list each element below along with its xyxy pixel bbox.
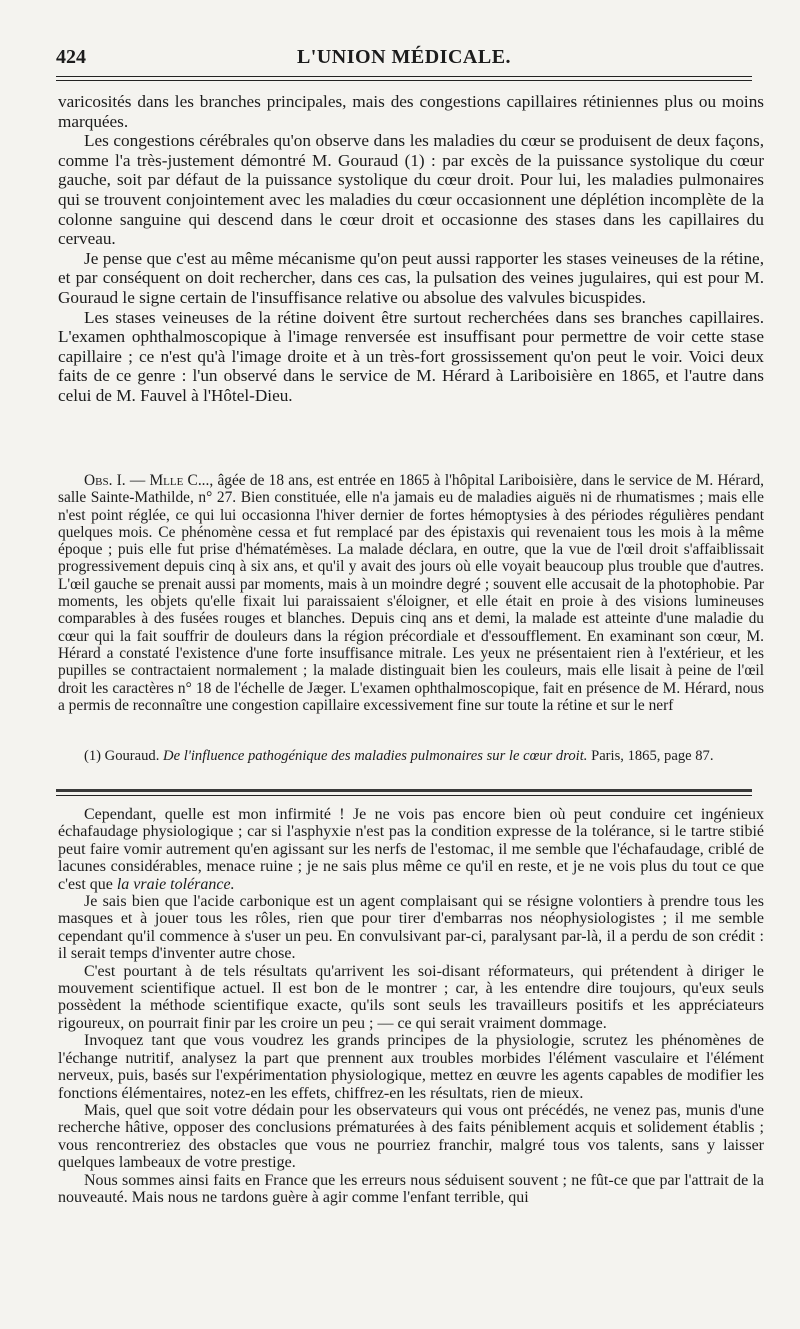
header-rule-thin [56, 80, 752, 81]
feuilleton-rule-thin [56, 795, 752, 796]
paragraph: Nous sommes ainsi faits en France que les erreurs nous séduisent souvent ; ne fût-ce que par l'attrait de la nouveauté. Mais nous ne tardons guère à agir comme l'enfant terrible, qui [58, 1171, 764, 1206]
page-number: 424 [56, 46, 86, 68]
footnote-paragraph [58, 748, 764, 765]
observation-label: Obs. I. — Mlle C..., [84, 472, 214, 489]
paragraph: Les congestions cérébrales qu'on observe dans les maladies du cœur se produisent de deux façons, comme l'a très-justement démontré M. Gouraud (1) : par excès de la puissance systolique du cœur gauche, soit par défaut de la puissance systolique du cœur droit. Pour lui, les maladies pulmonaires qui se trouvent conjointement avec les maladies du cœur occasionnent une déplétion incomplète de la colonne sanguine qui descend dans le cœur droit et occasionne des stases dans les capillaires du cerveau. [58, 131, 764, 249]
footnote-title: De l'influence pathogénique des maladies pulmonaires sur le cœur droit. [163, 748, 588, 764]
observation-paragraph [58, 472, 764, 714]
paragraph: C'est pourtant à de tels résultats qu'arrivent les soi-disant réformateurs, qui prétendent à diriger le mouvement scientifique actuel. Il est bon de le montrer ; car, à les entendre dire toujours, qu'eux seuls possèdent la méthode scientifique exacte, qu'ils sont seuls les travailleurs positifs et les appréciateurs rigoureux, on pourrait finir par les croire un peu ; — ce qui serait vraiment dommage. [58, 962, 764, 1032]
article-upper-text [58, 92, 764, 406]
paragraph: Invoquez tant que vous voudrez les grands principes de la physiologie, scrutez les phénomènes de l'échange nutritif, analysez la part que prennent aux troubles morbides l'élément vasculaire et l'élément nerveux, puis, basés sur l'expérimentation physiologique, mettez en œuvre les agents capables de modifier les fonctions élémentaires, notez-en les effets, chiffrez-en les résultats, rien de mieux. [58, 1032, 764, 1102]
paragraph [58, 806, 764, 893]
paragraph: Je pense que c'est au même mécanisme qu'on peut aussi rapporter les stases veineuses de la rétine, et par conséquent on doit rechercher, dans ces cas, la pulsation des veines jugulaires, qui est pour M. Gouraud le signe certain de l'insuffisance relative ou absolue des valvules bicuspides. [58, 248, 764, 307]
paragraph-text: Cependant, quelle est mon infirmité ! Je ne vois pas encore bien où peut conduire cet ingénieux échafaudage physiologique ; car si l'asphyxie n'est pas la condition expresse de la tolérance, si le tartre stibié peut faire vomir autrement qu'en agissant sur les nerfs de l'estomac, il me semble que l'échafaudage, criblé de lacunes considérables, menace ruine ; je ne sais plus même ce qu'il en reste, et je ne vois plus du tout ce que c'est que [58, 806, 764, 893]
emphasis-text: la vraie tolérance. [116, 875, 235, 893]
feuilleton-text [58, 806, 764, 1206]
paragraph: Je sais bien que l'acide carbonique est un agent complaisant qui se résigne volontiers à prendre tous les masques et à jouer tous les rôles, rien que pour tirer d'embarras nos néophysiologistes ; il me semble cependant qu'il commence à s'user un peu. En convulsivant par-ci, paralysant par-là, il a perdu de son crédit : il serait temps d'inventer autre chose. [58, 893, 764, 963]
footnote-prefix: (1) Gouraud. [84, 748, 164, 764]
observation-text: âgée de 18 ans, est entrée en 1865 à l'hôpital Lariboisière, dans le service de M. Hérard, salle Sainte-Mathilde, n° 27. Bien constituée, elle n'a jamais eu de maladies aiguës ni de rhumatismes ; mais elle n'est point réglée, ce qui lui occasionna l'hiver dernier de fortes hémoptysies à des périodes régulières pendant quelques mois. Ce phénomène cessa et fut remplacé par des épistaxis qui revenaient tous les mois à la même époque ; puis elle fut prise d'hématémèses. La malade déclara, en outre, que la vue de l'œil droit s'affaiblissait progressivement depuis cinq à six ans, et qu'il y avait des jours où elle voyait beaucoup plus trouble que d'autres. L'œil gauche se prenait aussi par moments, mais à un moindre degré ; souvent elle accusait de la photophobie. Par moments, les objets qu'elle fixait lui paraissaient s'éloigner, et elle était en proie à des visions lumineuses comparables à des fusées rouges et blanches. Depuis cinq ans et demi, la malade est atteinte d'une maladie du cœur qui la fait souffrir de douleurs dans la région précordiale et d'essoufflement. En examinant son cœur, M. Hérard a constaté l'existence d'une forte insuffisance mitrale. Les yeux ne présentaient rien à l'extérieur, et les pupilles se contractaient normalement ; la malade distinguait bien les couleurs, mais elle lisait à peine de l'œil droit les caractères n° 18 de l'échelle de Jæger. L'examen ophthalmoscopique, fait en présence de M. Hérard, nous a permis de reconnaître une congestion capillaire excessivement fine sur toute la rétine et sur le nerf [58, 472, 764, 714]
observation-block [58, 472, 764, 714]
paragraph: varicosités dans les branches principales, mais des congestions capillaires rétiniennes plus ou moins marquées. [58, 92, 764, 131]
page-header [56, 46, 752, 72]
footnote [58, 748, 764, 765]
header-rule [56, 76, 752, 77]
feuilleton-rule [56, 789, 752, 792]
running-title: L'UNION MÉDICALE. [296, 46, 512, 68]
footnote-suffix: Paris, 1865, page 87. [587, 748, 714, 764]
paragraph: Mais, quel que soit votre dédain pour les observateurs qui vous ont précédés, ne venez pas, munis d'une recherche hâtive, opposer des conclusions prématurées à des faits péniblement acquis et solidement établis ; vous rencontreriez des obstacles que vous ne pourriez franchir, malgré tous vos talents, sans y laisser quelques lambeaux de votre prestige. [58, 1101, 764, 1172]
paragraph: Les stases veineuses de la rétine doivent être surtout recherchées dans ses branches capillaires. L'examen ophthalmoscopique à l'image renversée est insuffisant pour permettre de voir cette stase capillaire ; ce n'est qu'à l'image droite et à un très-fort grossissement qu'on peut le voir. Voici deux faits de ce genre : l'un observé dans le service de M. Hérard à Lariboisière en 1865, et l'autre dans celui de M. Fauvel à l'Hôtel-Dieu. [58, 307, 764, 405]
